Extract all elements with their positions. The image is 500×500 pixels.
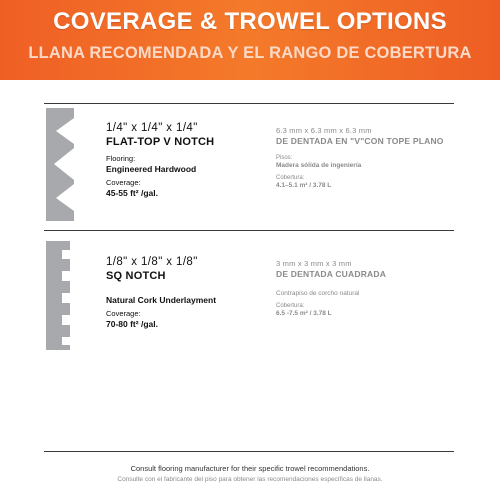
- trowel-2-flooring: Natural Cork Underlayment: [106, 295, 217, 305]
- trowel-2-coverage-label: Coverage:: [106, 309, 141, 318]
- trowel-2-coverage: 70-80 ft² /gal.: [106, 319, 158, 329]
- trowel-2-dims: 1/8" x 1/8" x 1/8": [106, 256, 198, 268]
- divider-bottom: [44, 451, 454, 452]
- footer-note: Consult flooring manufacturer for their specific trowel recommendations.: [130, 464, 370, 473]
- divider-top: [44, 103, 454, 104]
- trowel-1-coverage: 45-55 ft² /gal.: [106, 188, 158, 198]
- trowel-2-coverage-label-es: Cobertura:: [276, 303, 305, 309]
- trowel-1-english: [106, 122, 214, 198]
- trowel-1-coverage-label-es: Cobertura:: [276, 175, 305, 181]
- trowel-1-name: FLAT-TOP V NOTCH: [106, 136, 215, 148]
- trowel-2-flooring-es: Contrapiso de corcho natural: [276, 290, 360, 297]
- trowel-1-dims: 1/4" x 1/4" x 1/4": [106, 122, 198, 134]
- trowel-2-english: [106, 256, 216, 329]
- trowel-2-coverage-es: 6.5 -7.5 m² / 3.78 L: [276, 310, 332, 317]
- trowel-1-spanish: [276, 126, 444, 189]
- v-notch-trowel-icon: [46, 108, 98, 221]
- trowel-1-flooring-es: Madera sólida de ingeniería: [276, 162, 362, 169]
- trowel-1-dims-es: 6.3 mm x 6.3 mm x 6.3 mm: [276, 126, 372, 135]
- trowel-2-name-es: DE DENTADA CUADRADA: [276, 269, 387, 279]
- footer-note-es: Consulte con el fabricante del piso para obtener las recomendaciones específicas de llanas.: [117, 476, 383, 483]
- trowel-1-flooring-label: Flooring:: [106, 154, 136, 163]
- square-notch-trowel-icon: [46, 241, 98, 350]
- trowel-2-dims-es: 3 mm x 3 mm x 3 mm: [276, 259, 352, 268]
- divider-middle: [44, 230, 454, 231]
- trowel-2-name: SQ NOTCH: [106, 270, 166, 282]
- page-subtitle: LLANA RECOMENDADA Y EL RANGO DE COBERTURA: [28, 44, 472, 62]
- trowel-1-name-es: DE DENTADA EN "V"CON TOPE PLANO: [276, 136, 444, 146]
- trowel-1-flooring: Engineered Hardwood: [106, 164, 197, 174]
- trowel-2-spanish: [276, 259, 386, 317]
- trowel-1-coverage-label: Coverage:: [106, 178, 141, 187]
- page-title: COVERAGE & TROWEL OPTIONS: [53, 8, 447, 35]
- header-banner: [0, 0, 500, 80]
- trowel-1-flooring-label-es: Pisos:: [276, 155, 293, 161]
- trowel-1-coverage-es: 4.1–5.1 m² / 3.78 L: [276, 182, 332, 189]
